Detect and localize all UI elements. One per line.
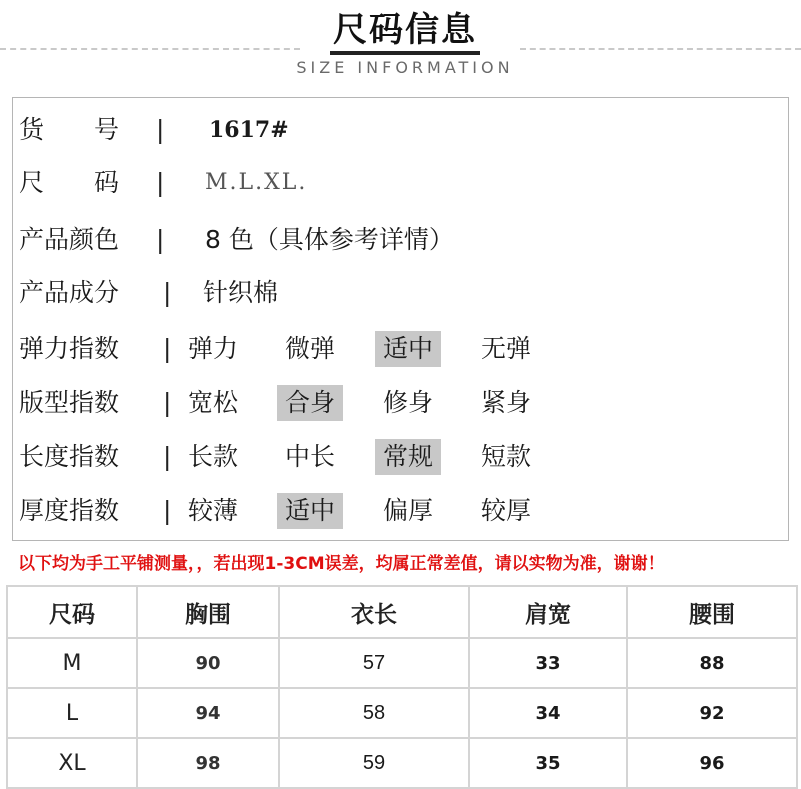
cell-length: 59 [279,738,469,788]
info-row-thickness [13,489,788,533]
option-fit-slim: 修身 [383,388,434,417]
option-thickness-medium-selected: 适中 [277,493,343,529]
cell-chest: 94 [137,688,279,738]
info-label: 厚度指数 [19,496,120,525]
measurement-notice: 以下均为手工平铺测量，，若出现1-3CM误差，均属正常差值，请以实物为准，谢谢！ [18,554,665,574]
cell-chest: 98 [137,738,279,788]
section-subtitle: SIZE INFORMATION [296,58,514,77]
info-row-color [13,218,788,262]
info-row-length [13,435,788,479]
cell-waist: 88 [627,638,797,688]
info-label: 产品成分 [19,278,120,307]
info-row-material [13,271,788,315]
info-row-size [13,161,788,205]
material-value: 针织棉 [203,278,279,307]
option-length-regular-selected: 常规 [375,439,441,475]
header-chest: 胸围 [137,586,279,638]
table-row [7,738,797,788]
available-sizes: M.L.XL. [205,170,308,195]
info-label: 弹力指数 [19,334,120,363]
info-row-elasticity [13,327,788,371]
table-row [7,688,797,738]
cell-size: M [7,638,137,688]
cell-chest: 90 [137,638,279,688]
separator: | [156,225,165,254]
cell-length: 58 [279,688,469,738]
separator: | [163,388,172,417]
option-elasticity-medium-selected: 适中 [375,331,441,367]
color-count: 8 色（具体参考详情） [205,225,454,254]
cell-waist: 96 [627,738,797,788]
cell-shoulder: 35 [469,738,627,788]
separator: | [163,334,172,363]
separator: | [163,442,172,471]
option-thickness-thick: 偏厚 [383,496,434,525]
cell-size: XL [7,738,137,788]
option-elasticity-high: 弹力 [188,334,239,363]
info-label: 产品颜色 [19,225,120,254]
cell-waist: 92 [627,688,797,738]
header-waist: 腰围 [627,586,797,638]
cell-size: L [7,688,137,738]
option-fit-regular-selected: 合身 [277,385,343,421]
product-code: 1617# [209,117,289,143]
product-info-panel [12,97,789,541]
info-row-code [13,108,788,152]
cell-shoulder: 33 [469,638,627,688]
separator: | [163,278,172,307]
cell-shoulder: 34 [469,688,627,738]
header-size: 尺码 [7,586,137,638]
section-title: 尺码信息 [333,10,477,50]
info-label: 货 号 [19,115,120,144]
option-thickness-heavy: 较厚 [481,496,532,525]
separator: | [156,168,165,197]
title-underline [330,51,480,55]
section-header [0,0,801,90]
option-fit-loose: 宽松 [188,388,239,417]
separator: | [163,496,172,525]
option-thickness-thin: 较薄 [188,496,239,525]
header-length: 衣长 [279,586,469,638]
option-length-short: 短款 [481,442,532,471]
size-chart-table [6,585,798,789]
separator: | [156,115,165,144]
info-label: 版型指数 [19,388,120,417]
option-fit-tight: 紧身 [481,388,532,417]
option-elasticity-slight: 微弹 [285,334,336,363]
option-length-mid: 中长 [285,442,336,471]
info-label: 长度指数 [19,442,120,471]
header-divider-right [520,48,801,50]
table-row [7,638,797,688]
option-length-long: 长款 [188,442,239,471]
info-label: 尺 码 [19,168,120,197]
option-elasticity-none: 无弹 [481,334,532,363]
cell-length: 57 [279,638,469,688]
header-shoulder: 肩宽 [469,586,627,638]
table-header-row [7,586,797,638]
info-row-fit [13,381,788,425]
header-divider-left [0,48,300,50]
